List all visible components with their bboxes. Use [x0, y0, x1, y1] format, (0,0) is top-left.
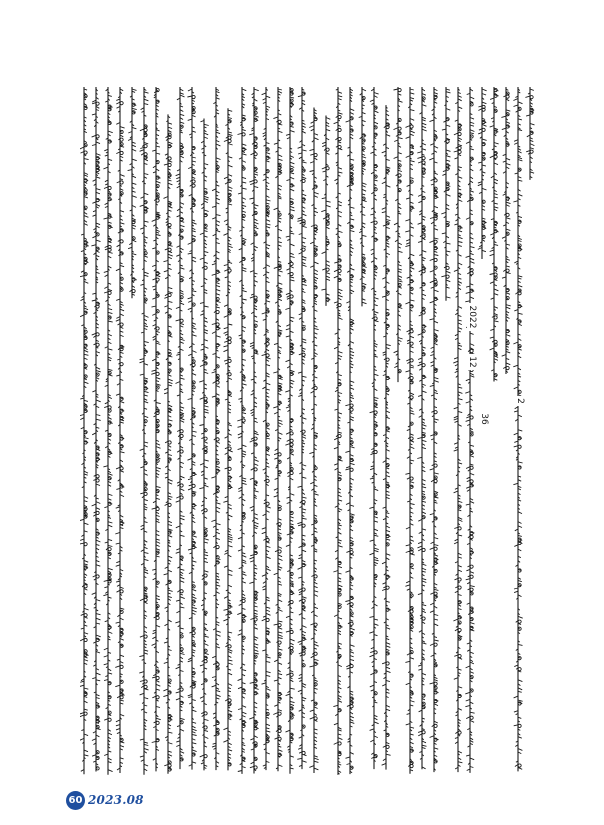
text-line	[417, 87, 426, 769]
text-line	[103, 87, 112, 775]
page-number: 60	[66, 791, 85, 810]
text-line	[297, 87, 306, 769]
text-line	[175, 87, 184, 769]
text-line	[115, 87, 124, 773]
text-line	[369, 87, 378, 769]
text-line	[429, 87, 438, 772]
text-line	[237, 87, 246, 774]
text-line	[333, 87, 342, 775]
text-line	[309, 108, 318, 773]
text-line	[223, 108, 232, 770]
text-line	[273, 87, 282, 771]
inline-numeral: 2	[515, 398, 525, 404]
text-line	[359, 87, 367, 306]
issue-date: 2023.08	[88, 793, 144, 807]
inline-numeral: 36	[479, 413, 489, 425]
text-line	[128, 87, 137, 298]
text-line	[163, 114, 172, 773]
text-line	[453, 87, 462, 772]
text-line	[187, 87, 196, 770]
text-line	[91, 87, 100, 772]
text-line	[285, 87, 294, 774]
script-glyphs	[359, 89, 367, 304]
inline-numeral: 2022	[467, 305, 477, 329]
inline-numeral: 12	[467, 356, 477, 368]
mongolian-script-lines	[80, 85, 542, 775]
text-line	[394, 87, 403, 382]
text-line	[405, 87, 414, 774]
text-line	[345, 87, 354, 774]
text-line	[513, 87, 522, 771]
text-line	[465, 87, 474, 773]
page-footer	[66, 790, 144, 810]
text-line	[262, 87, 271, 770]
text-line	[382, 105, 391, 769]
text-line	[321, 116, 330, 306]
text-line	[139, 87, 148, 775]
vertical-text-columns	[80, 85, 542, 775]
text-line	[151, 87, 160, 771]
text-line	[211, 87, 220, 770]
text-line	[199, 119, 208, 771]
text-line	[441, 87, 450, 301]
text-line	[501, 87, 510, 374]
text-column-3	[80, 87, 233, 775]
text-column-2	[237, 87, 390, 775]
text-line	[490, 87, 499, 381]
text-line	[478, 87, 487, 259]
text-line	[80, 87, 89, 774]
text-line	[249, 87, 258, 773]
text-column-1	[394, 87, 535, 774]
text-line	[525, 87, 534, 180]
